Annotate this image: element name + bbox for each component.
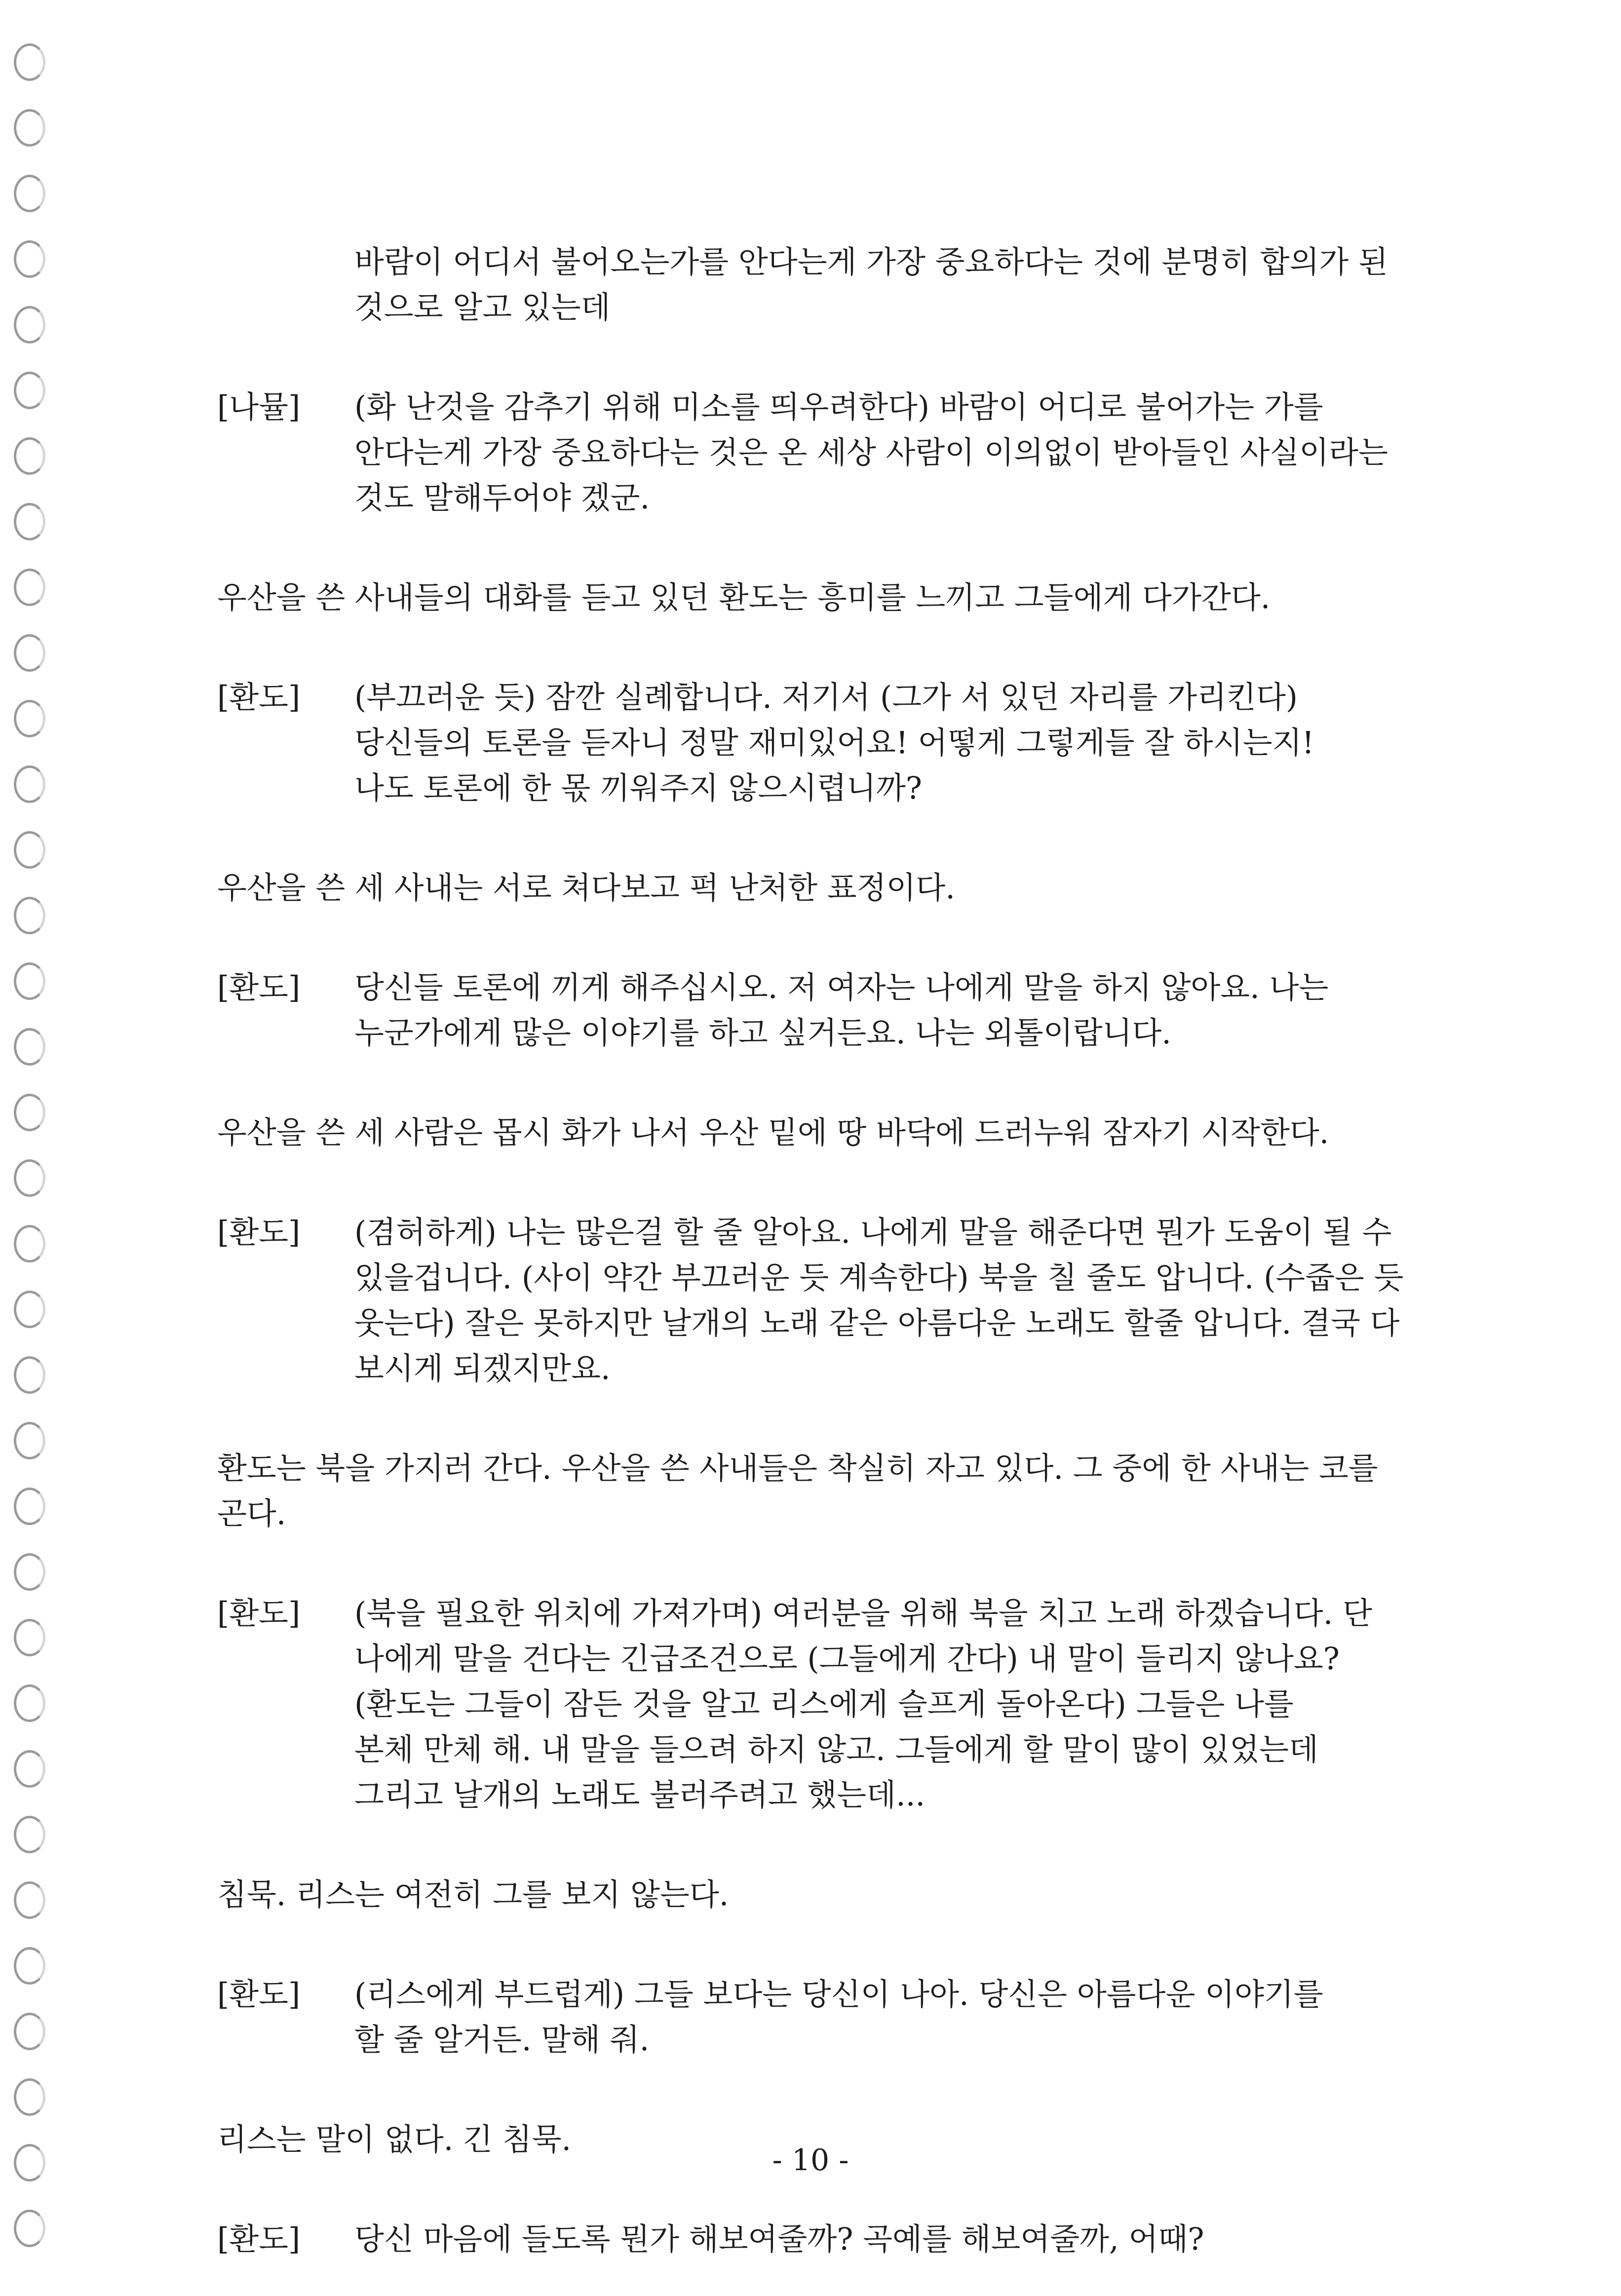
- stage-line: 환도는 북을 가지러 간다. 우산을 쓴 사내들은 착실히 자고 있다. 그 중에 한 사내는 코를: [217, 1450, 1378, 1486]
- dialogue-line: 그리고 날개의 노래도 불러주려고 했는데...: [354, 1777, 926, 1813]
- stage-line: 우산을 쓴 사내들의 대화를 듣고 있던 환도는 흥미를 느끼고 그들에게 다가간다.: [217, 579, 1271, 615]
- speaker-label: [환도]: [217, 679, 301, 715]
- binder-hole: [14, 831, 45, 869]
- binder-holes: [14, 0, 58, 2296]
- dialogue-block: [217, 1210, 1412, 1391]
- dialogue-line: 누군가에게 많은 이야기를 하고 싶거든요. 나는 외톨이랍니다.: [354, 1015, 1171, 1051]
- dialogue-line: 것도 말해두어야 겠군.: [354, 480, 650, 516]
- stage-line: 침묵. 리스는 여전히 그를 보지 않는다.: [217, 1876, 729, 1913]
- speaker-label: [환도]: [217, 2221, 301, 2257]
- dialogue-lines: [354, 384, 1412, 521]
- block-gap: [217, 1818, 1412, 1872]
- dialogue-line: 것으로 알고 있는데: [354, 289, 611, 325]
- dialogue-line: 안다는게 가장 중요하다는 것은 온 세상 사람이 이의없이 받아들인 사실이라는: [354, 434, 1388, 470]
- block-gap: [217, 1536, 1412, 1591]
- binder-hole: [14, 1159, 45, 1197]
- dialogue-block: [217, 1591, 1412, 1818]
- stage-line: 우산을 쓴 세 사람은 몹시 화가 나서 우산 밑에 땅 바닥에 드러누워 잠자기 시작한다.: [217, 1114, 1329, 1150]
- dialogue-line: 할 줄 알거든. 말해 줘.: [354, 2022, 650, 2058]
- dialogue-block: [217, 2217, 1412, 2262]
- dialogue-line: 본체 만체 해. 내 말을 들으려 하지 않고. 그들에게 할 말이 많이 있었는데: [354, 1731, 1318, 1767]
- block-gap: [217, 2063, 1412, 2117]
- dialogue-line: (화 난것을 감추기 위해 미소를 띄우려한다) 바람이 어디로 불어가는 가를: [354, 389, 1323, 425]
- dialogue-block: [217, 384, 1412, 521]
- dialogue-block: [217, 675, 1412, 811]
- dialogue-line: (북을 필요한 위치에 가져가며) 여러분을 위해 북을 치고 노래 하겠습니다. 단: [354, 1595, 1372, 1631]
- dialogue-line: 당신들 토론에 끼게 해주십시오. 저 여자는 나에게 말을 하지 않아요. 나는: [354, 969, 1329, 1005]
- block-gap: [217, 811, 1412, 865]
- binder-hole: [14, 2013, 45, 2050]
- speaker-label: [환도]: [217, 1595, 301, 1631]
- dialogue-line: 당신들의 토론을 듣자니 정말 재미있어요! 어떻게 그렇게들 잘 하시는지!: [354, 725, 1314, 761]
- dialogue-lines: [354, 1591, 1412, 1818]
- binder-hole: [14, 1619, 45, 1656]
- speaker-label: [나뮬]: [217, 389, 301, 425]
- block-gap: [217, 1917, 1412, 1972]
- binder-hole: [14, 1816, 45, 1853]
- binder-hole: [14, 1881, 45, 1919]
- dialogue-line: 있을겁니다. (사이 약간 부끄러운 듯 계속한다) 북을 칠 줄도 압니다. (수줍은 듯: [354, 1260, 1404, 1296]
- dialogue-lines: [354, 2217, 1412, 2262]
- page-number: - 10 -: [772, 2143, 849, 2178]
- binder-hole: [14, 1291, 45, 1328]
- block-gap: [217, 911, 1412, 965]
- stage-direction: [217, 1446, 1412, 1536]
- binder-hole: [14, 1750, 45, 1788]
- binder-hole: [14, 1356, 45, 1394]
- binder-hole: [14, 1225, 45, 1263]
- stage-direction: [217, 575, 1412, 620]
- binder-hole: [14, 503, 45, 540]
- dialogue-line: (리스에게 부드럽게) 그들 보다는 당신이 나아. 당신은 아름다운 이야기를: [354, 1976, 1323, 2012]
- dialogue-line: 웃는다) 잘은 못하지만 날개의 노래 같은 아름다운 노래도 할줄 압니다. 결국 다: [354, 1305, 1400, 1341]
- binder-hole: [14, 1553, 45, 1591]
- speaker-label: [환도]: [217, 1976, 301, 2012]
- block-gap: [217, 330, 1412, 384]
- binder-hole: [14, 569, 45, 606]
- binder-hole: [14, 1684, 45, 1722]
- dialogue-line: 바람이 어디서 불어오는가를 안다는게 가장 중요하다는 것에 분명히 합의가 된: [354, 244, 1388, 280]
- binder-hole: [14, 240, 45, 278]
- binder-hole: [14, 962, 45, 1000]
- dialogue-line: 나에게 말을 건다는 긴급조건으로 (그들에게 간다) 내 말이 들리지 않나요?: [354, 1641, 1340, 1677]
- dialogue-line: 당신 마음에 들도록 뭔가 해보여줄까? 곡예를 해보여줄까, 어때?: [354, 2221, 1204, 2257]
- binder-hole: [14, 700, 45, 737]
- block-gap: [217, 1056, 1412, 1110]
- dialogue-lines: [354, 1210, 1412, 1391]
- stage-line: 우산을 쓴 세 사내는 서로 쳐다보고 퍽 난처한 표정이다.: [217, 870, 955, 906]
- binder-hole: [14, 897, 45, 934]
- dialogue-lines: [354, 1972, 1412, 2063]
- stage-direction: [217, 865, 1412, 911]
- binder-hole: [14, 1488, 45, 1525]
- dialogue-block: [217, 965, 1412, 1056]
- binder-hole: [14, 634, 45, 672]
- block-gap: [217, 1391, 1412, 1446]
- dialogue-line: (환도는 그들이 잠든 것을 알고 리스에게 슬프게 돌아온다) 그들은 나를: [354, 1686, 1294, 1722]
- block-gap: [217, 521, 1412, 575]
- dialogue-block: [217, 239, 1412, 330]
- binder-hole: [14, 372, 45, 409]
- dialogue-lines: [354, 239, 1412, 330]
- stage-line: 리스는 말이 없다. 긴 침묵.: [217, 2121, 572, 2157]
- binder-hole: [14, 306, 45, 344]
- dialogue-lines: [354, 675, 1412, 811]
- binder-hole: [14, 437, 45, 475]
- dialogue-line: (겸허하게) 나는 많은걸 할 줄 알아요. 나에게 말을 해준다면 뭔가 도움이 될 수: [354, 1214, 1392, 1250]
- binder-hole: [14, 2078, 45, 2116]
- binder-hole: [14, 1947, 45, 1985]
- binder-hole: [14, 109, 45, 147]
- stage-direction: [217, 1110, 1412, 1155]
- binder-hole: [14, 1028, 45, 1066]
- block-gap: [217, 1155, 1412, 1210]
- binder-hole: [14, 43, 45, 81]
- dialogue-block: [217, 1972, 1412, 2063]
- stage-direction: [217, 1872, 1412, 1917]
- dialogue-lines: [354, 965, 1412, 1056]
- binder-hole: [14, 175, 45, 212]
- dialogue-line: (부끄러운 듯) 잠깐 실례합니다. 저기서 (그가 서 있던 자리를 가리킨다): [354, 679, 1298, 715]
- speaker-label: [환도]: [217, 1214, 301, 1250]
- binder-hole: [14, 1094, 45, 1131]
- binder-hole: [14, 1422, 45, 1459]
- script-text: [217, 239, 1412, 2262]
- block-gap: [217, 620, 1412, 675]
- speaker-label: [환도]: [217, 969, 301, 1005]
- stage-line: 곤다.: [217, 1495, 286, 1531]
- dialogue-line: 나도 토론에 한 몫 끼워주지 않으시렵니까?: [354, 770, 922, 806]
- binder-hole: [14, 2210, 45, 2247]
- binder-hole: [14, 765, 45, 803]
- dialogue-line: 보시게 되겠지만요.: [354, 1350, 611, 1386]
